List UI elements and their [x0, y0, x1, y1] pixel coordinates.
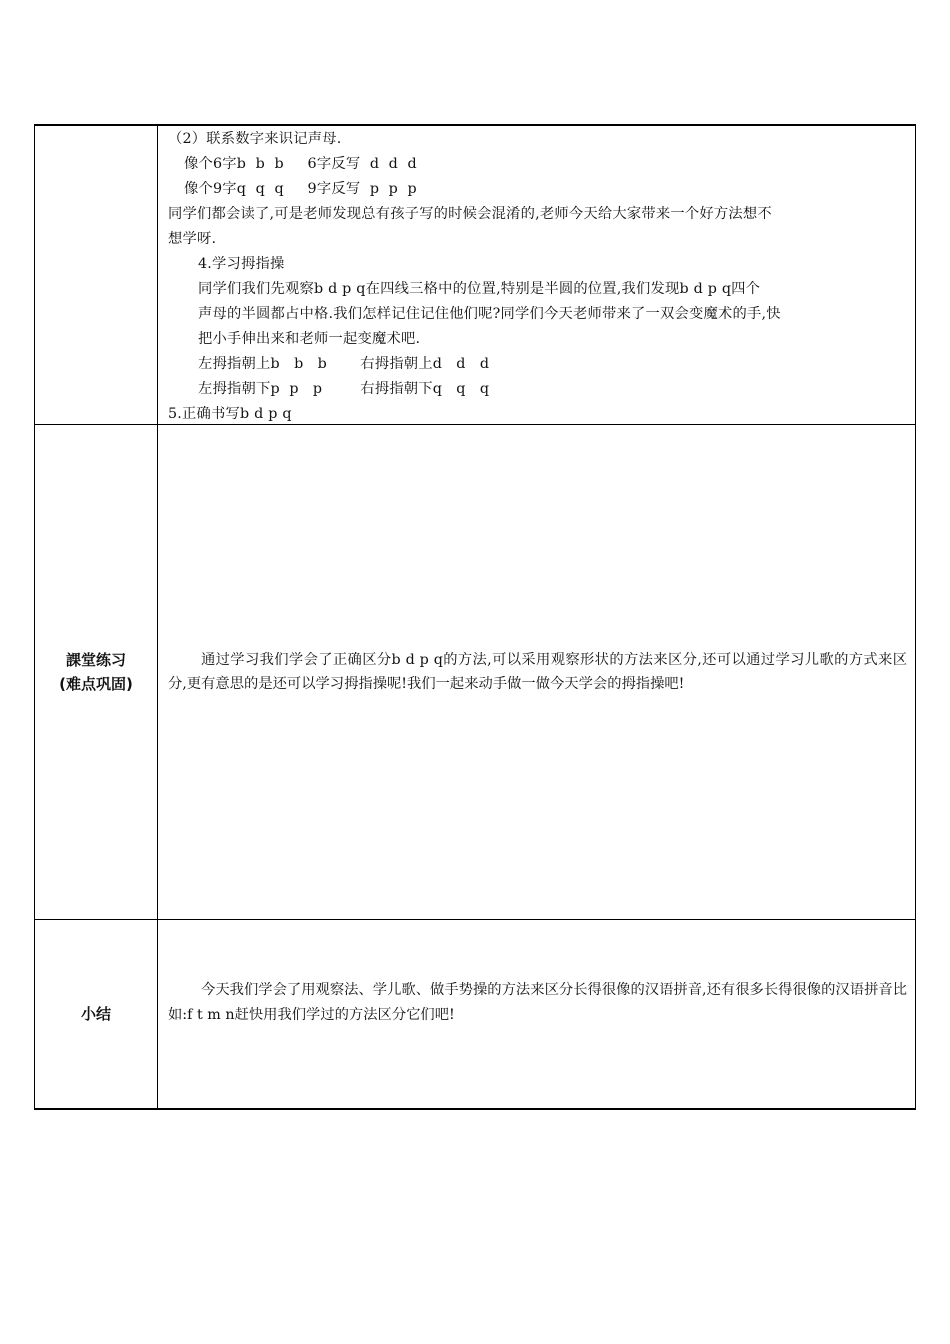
text-line: 像个6字b b b 6字反写 d d d — [184, 156, 417, 172]
row-label-line: 課堂练习 — [65, 651, 126, 669]
text-line: 同学们都会读了,可是老师发现总有孩子写的时候会混淆的,老师今天给大家带来一个好方法想不 — [168, 206, 772, 222]
text-line: 左拇指朝上b b b 右拇指朝上d d d — [198, 356, 490, 372]
text-line: 把小手伸出来和老师一起变魔术吧. — [198, 331, 421, 347]
section-heading: 5.正确书写b d p q — [168, 406, 292, 422]
section-heading: 4.学习拇指操 — [198, 256, 285, 272]
lesson-plan-table — [34, 124, 916, 1110]
text-line: 声母的半圆都占中格.我们怎样记住记住他们呢?同学们今天老师带来了一双会变魔术的手,快 — [198, 306, 781, 322]
text-line: 左拇指朝下p p p 右拇指朝下q q q — [198, 381, 490, 397]
row-label-classroom-practice — [35, 425, 158, 920]
table-row-summary — [35, 920, 916, 1110]
row-label-empty — [35, 125, 158, 425]
text-line: 同学们我们先观察b d p q在四线三格中的位置,特别是半圆的位置,我们发现b d p q四个 — [198, 281, 761, 297]
summary-paragraph: 今天我们学会了用观察法、学儿歌、做手势操的方法来区分长得很像的汉语拼音,还有很多长得很像的汉语拼音比如:f t m n赶快用我们学过的方法区分它们吧! — [168, 982, 907, 1023]
practice-paragraph: 通过学习我们学会了正确区分b d p q的方法,可以采用观察形状的方法来区分,还可以通过学习儿歌的方式来区分,更有意思的是还可以学习拇指操呢!我们一起来动手做一做今天学会的拇指操吧! — [168, 651, 907, 692]
row-label-summary: 小结 — [35, 920, 158, 1110]
table-row-teaching-process — [35, 125, 916, 425]
table-row-classroom-practice — [35, 425, 916, 920]
content-cell-summary — [158, 920, 916, 1110]
content-cell-teaching-process — [158, 125, 916, 425]
content-cell-classroom-practice — [158, 425, 916, 920]
text-line: （2）联系数字来识记声母. — [168, 131, 342, 147]
text-line: 像个9字q q q 9字反写 p p p — [184, 181, 417, 197]
row-label-line: (难点巩固) — [59, 675, 133, 693]
text-line: 想学呀. — [168, 231, 217, 247]
